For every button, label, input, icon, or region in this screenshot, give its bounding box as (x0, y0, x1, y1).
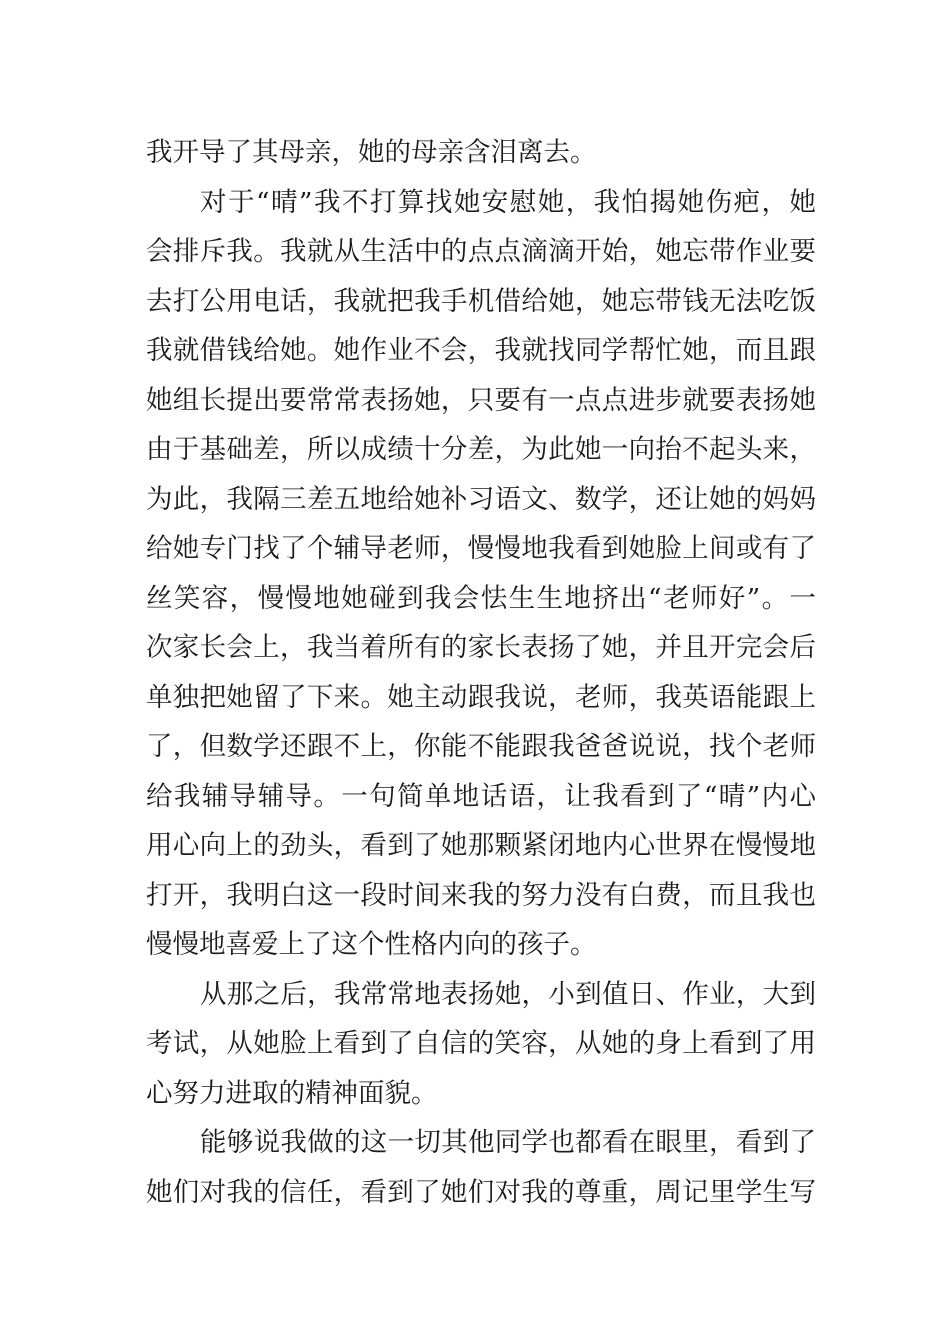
text-line: 给她专门找了个辅导老师，慢慢地我看到她脸上间或有了 (146, 533, 816, 564)
text-line: 考试，从她脸上看到了自信的笑容，从她的身上看到了用 (146, 1028, 816, 1059)
text-line: 为此，我隔三差五地给她补习语文、数学，还让她的妈妈 (146, 483, 816, 515)
text-line: 她组长提出要常常表扬她，只要有一点点进步就要表扬她 (146, 384, 816, 416)
text-line: 会排斥我。我就从生活中的点点滴滴开始，她忘带作业要 (146, 236, 816, 267)
text-line: 打开，我明白这一段时间来我的努力没有白费，而且我也 (146, 879, 816, 911)
text-line: 用心向上的劲头，看到了她那颗紧闭地内心世界在慢慢地 (146, 830, 816, 861)
text-line: 给我辅导辅导。一句简单地话语，让我看到了“晴”内心 (146, 780, 816, 812)
text-line: 我就借钱给她。她作业不会，我就找同学帮忙她，而且跟 (146, 335, 816, 366)
text-line: 慢慢地喜爱上了这个性格内向的孩子。 (146, 929, 597, 960)
text-line: 单独把她留了下来。她主动跟我说，老师，我英语能跟上 (146, 681, 816, 713)
text-line: 由于基础差，所以成绩十分差，为此她一向抬不起头来， (146, 434, 816, 465)
text-line: 去打公用电话，我就把我手机借给她，她忘带钱无法吃饭 (146, 285, 816, 317)
text-line: 能够说我做的这一切其他同学也都看在眼里，看到了 (200, 1127, 816, 1158)
text-line: 从那之后，我常常地表扬她，小到值日、作业，大到 (200, 978, 816, 1010)
text-line: 丝笑容，慢慢地她碰到我会怯生生地挤出“老师好”。一 (146, 582, 816, 614)
text-line: 对于“晴”我不打算找她安慰她，我怕揭她伤疤，她 (200, 186, 816, 218)
text-line: 了，但数学还跟不上，你能不能跟我爸爸说说，找个老师 (146, 731, 816, 762)
text-line: 心努力进取的精神面貌。 (146, 1077, 438, 1109)
body-text (146, 128, 816, 1217)
text-line: 她们对我的信任，看到了她们对我的尊重，周记里学生写 (146, 1176, 816, 1208)
text-line: 次家长会上，我当着所有的家长表扬了她，并且开完会后 (146, 632, 816, 663)
text-line: 我开导了其母亲，她的母亲含泪离去。 (146, 137, 597, 168)
